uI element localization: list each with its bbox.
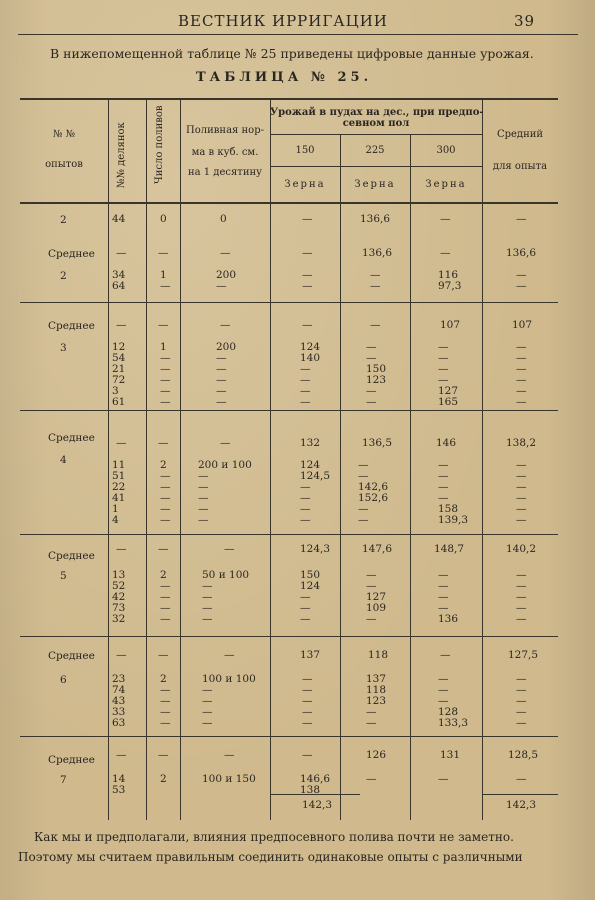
grain-row-rule [270, 166, 482, 167]
avg-yield-225: 126 [366, 749, 387, 761]
plot-cell: 34 64 [112, 269, 126, 292]
header-plots: №№ делянок [116, 122, 127, 188]
header-norm-3: на 1 десятину [187, 167, 263, 178]
header-grain-150: Зерна [284, 179, 326, 190]
yield-225-cell: — — [370, 269, 381, 292]
yield-300-cell: — [440, 213, 451, 225]
yield-150-cell: — [302, 213, 313, 225]
yield-150-cell: 150 124 — — — [300, 569, 321, 625]
avg-norm-cell: — [224, 749, 235, 761]
plot-cell: 23 74 43 33 63 [112, 673, 126, 729]
avg-yield-300: 148,7 [434, 543, 465, 555]
yield-300-cell: — — — — 127 165 [438, 341, 459, 408]
average-label: Среднее [48, 550, 95, 562]
avg-irrigation-cell: — [158, 749, 169, 761]
yield-300-cell: — — — 128 133,3 [438, 673, 469, 729]
yield-225-cell: — — 150 123 — — [366, 341, 387, 408]
norm-cell: 200 — — — — — [216, 341, 237, 408]
page-number: 39 [514, 12, 536, 30]
header-average-1: Средний [496, 129, 544, 140]
yield-150-cell: — — — — — [302, 673, 313, 729]
irrigation-cell: 2 [160, 773, 167, 785]
col-rule [146, 98, 147, 820]
header-grain-225: Зерна [354, 179, 396, 190]
avg-norm-cell: — [224, 543, 235, 555]
yield-150-cell: 146,6 138 [300, 773, 331, 796]
avg-plot-cell: — [116, 247, 127, 259]
avg-yield-300: 146 [436, 437, 457, 449]
experiment-number: 6 [60, 674, 67, 686]
col-rule [340, 134, 341, 820]
header-yield-300: 300 [436, 145, 456, 156]
avg-mean: 107 [512, 319, 533, 331]
avg-plot-cell: — [116, 437, 127, 449]
norm-cell: 100 и 100 — — — — [202, 673, 256, 729]
experiment-number: 4 [60, 454, 67, 466]
yield-300-cell: — — — — 136 [438, 569, 459, 625]
footer-line-2: Поэтому мы считаем правильным соединить одинаковые опыты с различными [18, 850, 523, 864]
experiment-number: 2 [60, 270, 67, 282]
yield-table [20, 98, 558, 820]
norm-cell: 50 и 100 — — — — [202, 569, 250, 625]
avg-yield-225: — [370, 319, 381, 331]
avg-plot-cell: — [116, 749, 127, 761]
group-rule [20, 534, 558, 535]
avg-norm-cell: — [220, 247, 231, 259]
col-rule [482, 98, 483, 820]
journal-title: ВЕСТНИК ИРРИГАЦИИ [178, 12, 388, 30]
plot-cell: 13 52 42 73 32 [112, 569, 126, 625]
avg-plot-cell: — [116, 319, 127, 331]
mean-cell: — — — — — — [516, 341, 527, 408]
plot-cell: 44 [112, 213, 126, 225]
mean-cell: — [516, 213, 527, 225]
avg-yield-300: 107 [440, 319, 461, 331]
yield-300-cell: — — — — 158 139,3 [438, 459, 469, 526]
norm-cell: 0 [220, 213, 227, 225]
group-rule [20, 410, 558, 411]
col-rule [270, 98, 271, 820]
yield-225-cell: — — 127 109 — [366, 569, 387, 625]
mean-cell: — — — — — [516, 569, 527, 625]
header-bottom-rule [20, 202, 558, 204]
yield-300-cell: 116 97,3 [438, 269, 462, 292]
group-rule [20, 736, 558, 737]
experiment-number: 5 [60, 570, 67, 582]
header-yield-2: севном пол [342, 118, 410, 129]
irrigation-cell: 2 — — — — [160, 673, 171, 729]
header-yield-1: Урожай в пудах на дес., при предпо- [270, 107, 484, 118]
average-label: Среднее [48, 650, 95, 662]
experiment-number: 3 [60, 342, 67, 354]
header-yield-225: 225 [365, 145, 385, 156]
yield-150-cell: — — [302, 269, 313, 292]
mean-cell: — — [516, 269, 527, 292]
average-label: Среднее [48, 248, 95, 260]
header-experiments-2: опытов [45, 159, 83, 170]
footer-line-1: Как мы и предполагали, влияния предпосевного полива почти не заметно. [34, 830, 514, 844]
yield-150-cell: 124 140 — — — — [300, 341, 321, 408]
avg-yield-150: — [302, 247, 313, 259]
avg-mean: 140,2 [506, 543, 537, 555]
irrigation-cell: 0 [160, 213, 167, 225]
avg-yield-225: 118 [368, 649, 389, 661]
table-title: ТАБЛИЦА № 25. [196, 70, 373, 85]
avg-yield-225: 136,6 [362, 247, 393, 259]
avg-irrigation-cell: — [158, 319, 169, 331]
header-irrigations: Число поливов [154, 105, 165, 184]
yield-225-cell: 137 118 123 — — [366, 673, 387, 729]
avg-mean: 136,6 [506, 247, 537, 259]
average-label: Среднее [48, 432, 95, 444]
col-rule [410, 134, 411, 820]
plot-cell: 12 54 21 72 3 61 [112, 341, 126, 408]
avg-mean: 138,2 [506, 437, 537, 449]
average-label: Среднее [48, 320, 95, 332]
header-rule [18, 34, 578, 35]
avg-yield-150: 124,3 [300, 543, 331, 555]
avg-mean: 127,5 [508, 649, 539, 661]
avg-yield-225: 147,6 [362, 543, 393, 555]
table-top-rule [20, 98, 558, 100]
avg-mean: 128,5 [508, 749, 539, 761]
header-yield-150: 150 [295, 145, 315, 156]
avg-yield-300: — [440, 247, 451, 259]
experiment-number: 7 [60, 774, 67, 786]
yield-225-cell: 136,6 [360, 213, 391, 225]
header-grain-300: Зерна [425, 179, 467, 190]
avg-plot-cell: — [116, 543, 127, 555]
group-rule [20, 302, 558, 303]
avg-irrigation-cell: — [158, 649, 169, 661]
header-average-2: для опыта [492, 161, 548, 172]
avg-irrigation-cell: — [158, 543, 169, 555]
total-mean: 142,3 [506, 799, 537, 811]
avg-yield-300: 131 [440, 749, 461, 761]
yield-225-cell: — — 142,6 152,6 — — [358, 459, 389, 526]
header-norm-2: ма в куб. см. [191, 147, 259, 158]
intro-paragraph: В нижепомещенной таблице № 25 приведены цифровые данные урожая. [50, 46, 534, 61]
mean-cell: — — — — — — [516, 459, 527, 526]
norm-cell: 100 и 150 [202, 773, 256, 785]
header-experiments-1: № № [52, 129, 76, 140]
avg-yield-150: 132 [300, 437, 321, 449]
running-header [0, 12, 595, 34]
col-rule [108, 98, 109, 820]
avg-yield-300: — [440, 649, 451, 661]
experiment-number: 2 [60, 214, 67, 226]
irrigation-cell: 1 — — — — — [160, 341, 171, 408]
avg-plot-cell: — [116, 649, 127, 661]
avg-norm-cell: — [220, 437, 231, 449]
total-rule [482, 794, 558, 795]
avg-irrigation-cell: — [158, 437, 169, 449]
plot-cell: 14 53 [112, 773, 126, 796]
avg-norm-cell: — [220, 319, 231, 331]
norm-cell: 200 и 100 — — — — — [198, 459, 252, 526]
avg-yield-150: — [302, 749, 313, 761]
avg-norm-cell: — [224, 649, 235, 661]
irrigation-cell: 1 — [160, 269, 171, 292]
avg-yield-150: 137 [300, 649, 321, 661]
yield-150-cell: 124 124,5 — — — — [300, 459, 331, 526]
average-label: Среднее [48, 754, 95, 766]
mean-cell: — [516, 773, 527, 785]
yield-225-cell: — [366, 773, 377, 785]
irrigation-cell: 2 — — — — [160, 569, 171, 625]
header-norm-1: Поливная нор- [186, 125, 264, 136]
norm-cell: 200 — [216, 269, 237, 292]
avg-irrigation-cell: — [158, 247, 169, 259]
yield-300-cell: — [438, 773, 449, 785]
plot-cell: 11 51 22 41 1 4 [112, 459, 126, 526]
col-rule [180, 98, 181, 820]
avg-yield-225: 136,5 [362, 437, 393, 449]
mean-cell: — — — — — [516, 673, 527, 729]
avg-yield-150: — [302, 319, 313, 331]
group-rule [20, 636, 558, 637]
yield-group-rule [270, 134, 482, 135]
irrigation-cell: 2 — — — — — [160, 459, 171, 526]
total-yield-150: 142,3 [302, 799, 333, 811]
